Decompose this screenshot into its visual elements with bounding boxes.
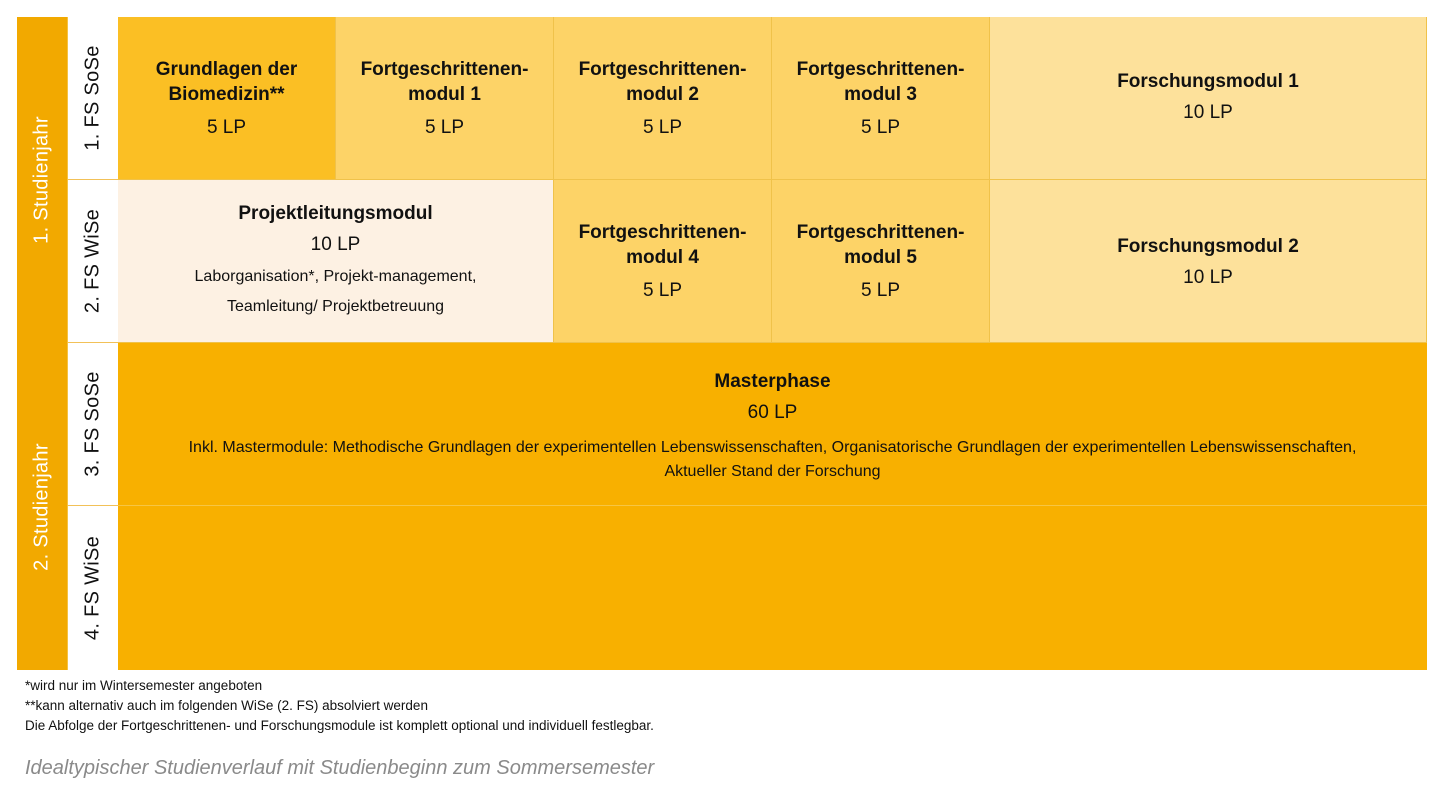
semester-4-label: [68, 506, 118, 670]
module-lp: 10 LP: [1183, 102, 1233, 123]
module-fort-3: [772, 17, 990, 180]
footnotes: [25, 676, 654, 736]
semester-1-text: 1. FS SoSe: [81, 45, 104, 151]
module-title: Fortgeschrittenen-modul 2: [578, 59, 747, 105]
module-fort-5: [772, 180, 990, 343]
module-title: Fortgeschrittenen-modul 5: [796, 222, 965, 268]
module-lp: 5 LP: [424, 117, 465, 138]
semester-3-label: [68, 343, 118, 506]
module-title: Masterphase: [714, 371, 831, 392]
year-1-label: [17, 17, 68, 343]
module-grundlagen: [118, 17, 336, 180]
module-lp: 10 LP: [1183, 266, 1233, 288]
module-lp: 60 LP: [747, 402, 798, 423]
module-lp: 5 LP: [206, 117, 247, 138]
semester-2-label: [68, 180, 118, 343]
module-title: Forschungsmodul 1: [1117, 71, 1299, 92]
module-lp: 10 LP: [310, 233, 361, 255]
module-masterphase-continued: [118, 506, 1427, 670]
module-forschung-1: [990, 17, 1427, 180]
study-plan-grid: [17, 17, 1427, 670]
module-fort-1: [336, 17, 554, 180]
module-fort-2: [554, 17, 772, 180]
semester-4-text: 4. FS WiSe: [81, 535, 104, 641]
module-description-line-1: Laborganisation*, Projekt-management,: [194, 267, 477, 285]
semester-2-text: 2. FS WiSe: [81, 208, 104, 314]
module-description: Inkl. Mastermodule: Methodische Grundlagen der experimentellen Lebenswissenschaften, Organisatorische Grundlagen der experimentellen Lebenswissenschaften, Aktueller Stand der Forschung: [188, 439, 1357, 480]
footnote-3: Die Abfolge der Fortgeschrittenen- und Forschungsmodule ist komplett optional und individuell festlegbar.: [25, 718, 654, 733]
semester-3-text: 3. FS SoSe: [81, 371, 104, 477]
year-2-text: 2. Studienjahr: [30, 442, 53, 571]
module-title: Fortgeschrittenen-modul 4: [578, 222, 747, 268]
module-title: Grundlagen der Biomedizin**: [155, 59, 298, 105]
module-lp: 5 LP: [642, 280, 683, 301]
footnote-1: *wird nur im Wintersemester angeboten: [25, 678, 263, 693]
module-lp: 5 LP: [860, 280, 901, 301]
module-lp: 5 LP: [860, 117, 901, 138]
module-projektleitung: [118, 180, 554, 343]
module-description-line-2: Teamleitung/ Projektbetreuung: [226, 297, 445, 315]
caption: Idealtypischer Studienverlauf mit Studienbeginn zum Sommersemester: [25, 757, 655, 779]
year-1-text: 1. Studienjahr: [30, 116, 53, 244]
module-title: Fortgeschrittenen-modul 3: [796, 59, 965, 105]
module-title: Fortgeschrittenen-modul 1: [360, 59, 529, 105]
module-lp: 5 LP: [642, 117, 683, 138]
year-2-label: [17, 343, 68, 670]
module-forschung-2: [990, 180, 1427, 343]
module-title: Forschungsmodul 2: [1117, 235, 1299, 257]
module-fort-4: [554, 180, 772, 343]
semester-1-label: [68, 17, 118, 180]
module-title: Projektleitungsmodul: [238, 202, 433, 224]
module-masterphase: [118, 343, 1427, 506]
footnote-2: **kann alternativ auch im folgenden WiSe (2. FS) absolviert werden: [25, 698, 428, 713]
